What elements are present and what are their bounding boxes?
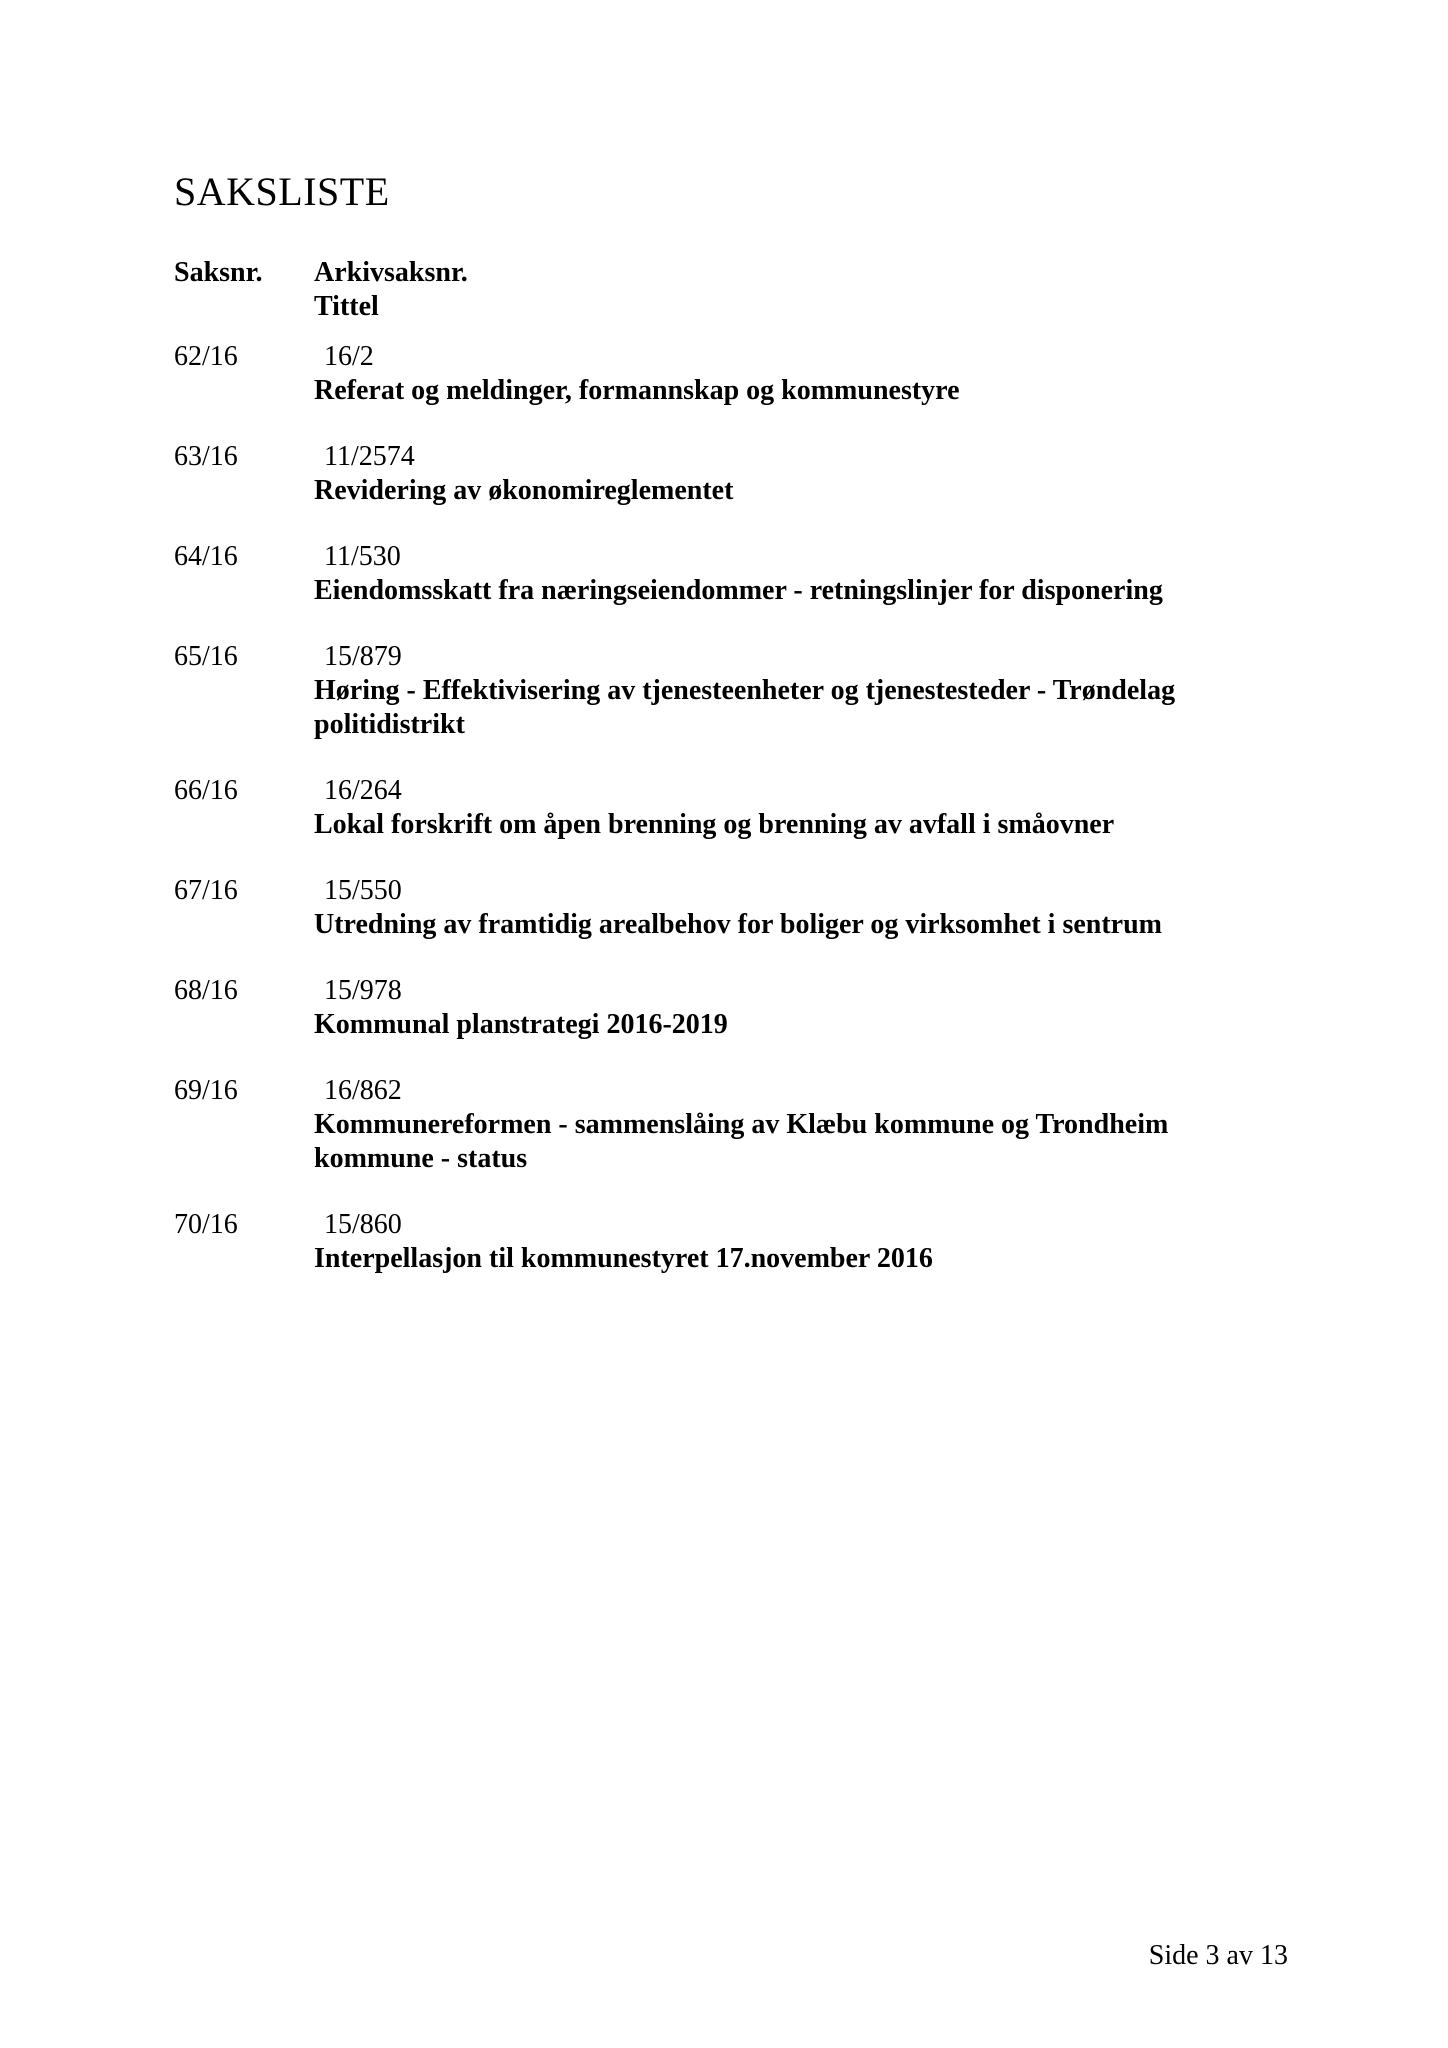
case-tittel: Referat og meldinger, formannskap og kommunestyre — [314, 375, 960, 406]
case-arkivsaksnr: 15/860 — [324, 1209, 402, 1240]
case-saksnr: 62/16 — [174, 341, 238, 372]
case-tittel: Interpellasjon til kommunestyret 17.november 2016 — [314, 1243, 933, 1274]
case-tittel: Høring - Effektivisering av tjenesteenheter og tjenestesteder - Trøndelag politidistrikt — [314, 675, 1176, 740]
header-saksnr: Saksnr. — [174, 257, 263, 288]
list-item — [174, 1074, 1304, 1176]
case-saksnr: 64/16 — [174, 541, 238, 572]
case-arkivsaksnr: 11/530 — [324, 541, 401, 572]
list-item — [174, 440, 1304, 508]
case-arkivsaksnr: 11/2574 — [324, 441, 415, 472]
case-tittel: Kommunal planstrategi 2016-2019 — [314, 1009, 728, 1040]
case-saksnr: 70/16 — [174, 1209, 238, 1240]
case-saksnr: 69/16 — [174, 1075, 238, 1106]
list-item — [174, 540, 1304, 608]
case-saksnr: 66/16 — [174, 775, 238, 806]
list-item — [174, 774, 1304, 842]
list-item — [174, 874, 1304, 942]
page-number: Side 3 av 13 — [1148, 1940, 1288, 1971]
case-arkivsaksnr: 15/879 — [324, 641, 402, 672]
case-tittel: Eiendomsskatt fra næringseiendommer - retningslinjer for disponering — [314, 575, 1163, 606]
case-tittel: Utredning av framtidig arealbehov for boliger og virksomhet i sentrum — [314, 909, 1162, 940]
case-arkivsaksnr: 16/2 — [324, 341, 374, 372]
list-item — [174, 340, 1304, 408]
list-item — [174, 974, 1304, 1042]
case-saksnr: 63/16 — [174, 441, 238, 472]
page-title: SAKSLISTE — [174, 169, 390, 214]
list-item — [174, 640, 1304, 742]
case-arkivsaksnr: 15/550 — [324, 875, 402, 906]
case-saksnr: 67/16 — [174, 875, 238, 906]
list-item — [174, 1208, 1304, 1276]
case-saksnr: 65/16 — [174, 641, 238, 672]
header-arkivsaksnr: Arkivsaksnr. — [314, 257, 468, 288]
case-arkivsaksnr: 15/978 — [324, 975, 402, 1006]
case-saksnr: 68/16 — [174, 975, 238, 1006]
case-arkivsaksnr: 16/862 — [324, 1075, 402, 1106]
case-tittel: Revidering av økonomireglementet — [314, 475, 734, 506]
case-tittel: Kommunereformen - sammenslåing av Klæbu kommune og Trondheim kommune - status — [314, 1109, 1169, 1174]
case-tittel: Lokal forskrift om åpen brenning og brenning av avfall i småovner — [314, 809, 1115, 840]
case-list — [174, 340, 1304, 1308]
header-tittel: Tittel — [314, 291, 379, 322]
case-arkivsaksnr: 16/264 — [324, 775, 402, 806]
